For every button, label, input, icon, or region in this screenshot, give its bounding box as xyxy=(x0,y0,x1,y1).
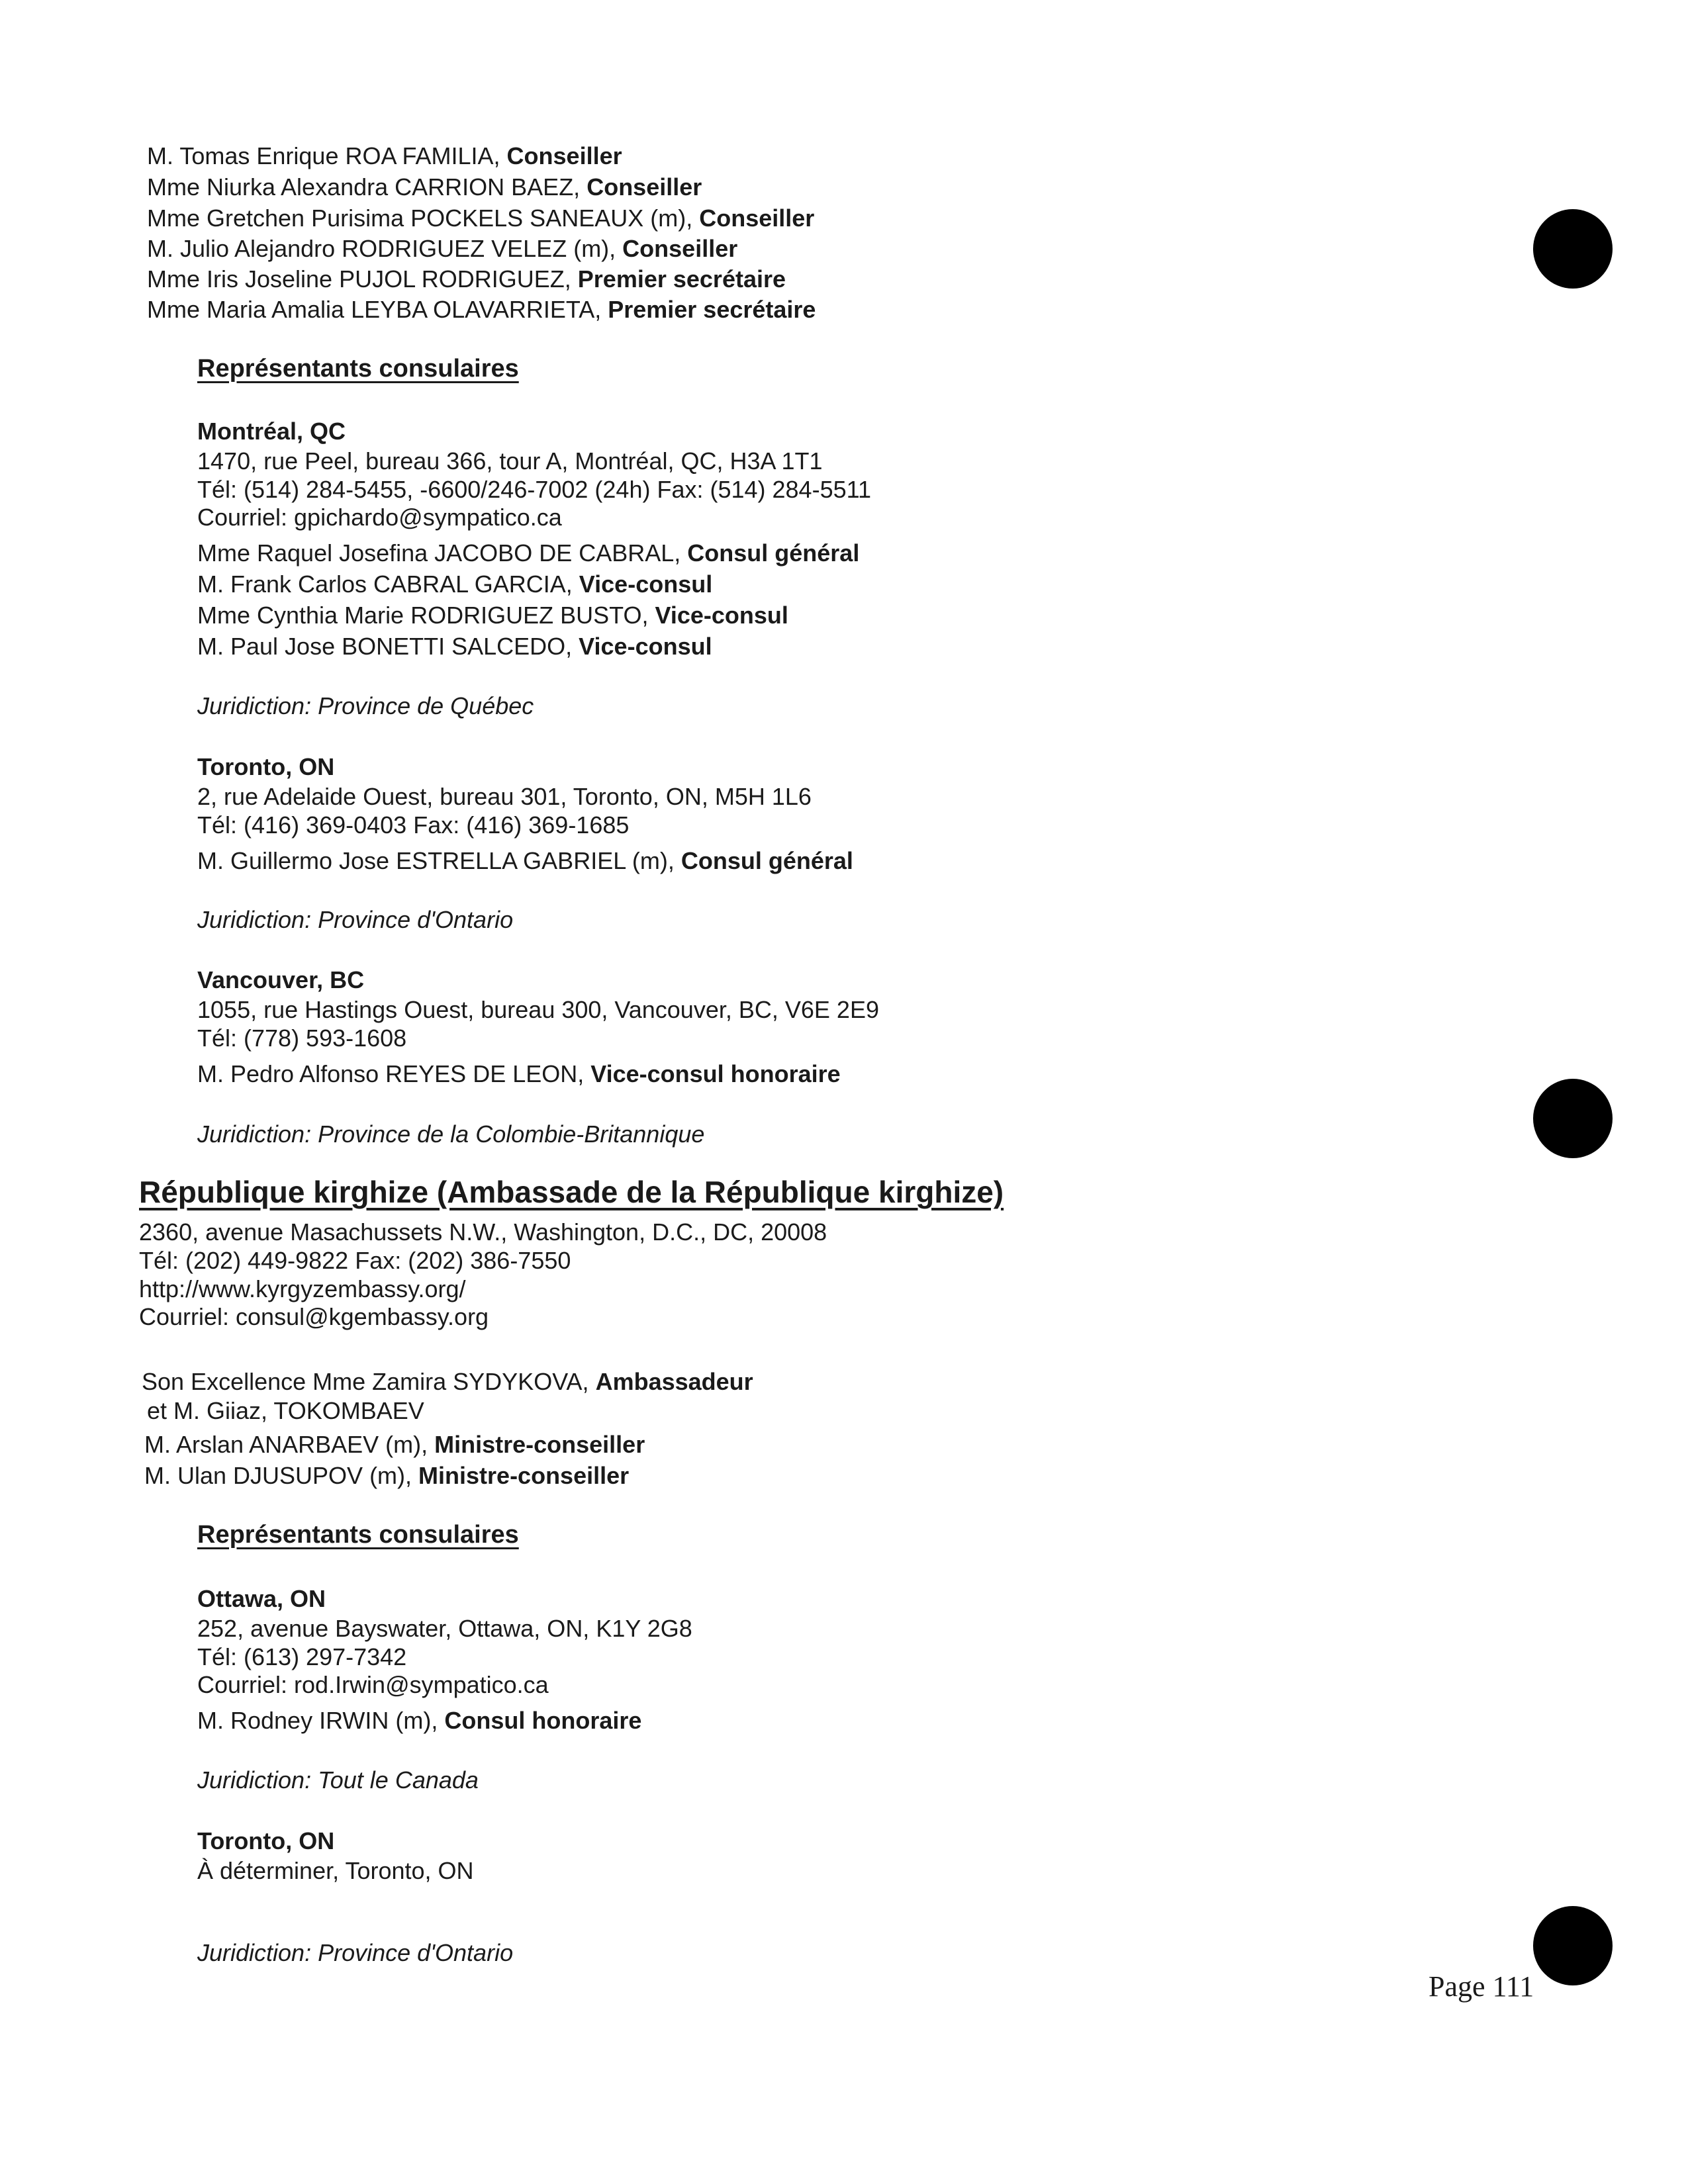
email: Courriel: rod.Irwin@sympatico.ca xyxy=(197,1671,549,1698)
ambassador-line: Son Excellence Mme Zamira SYDYKOVA, Ambassadeur xyxy=(142,1368,753,1395)
website-link[interactable]: http://www.kyrgyzembassy.org/ xyxy=(139,1275,466,1302)
country-heading: République kirghize (Ambassade de la République kirghize) xyxy=(139,1175,1004,1209)
jurisdiction: Juridiction: Province de Québec xyxy=(197,692,534,719)
punch-hole xyxy=(1533,209,1613,289)
consular-heading: Représentants consulaires xyxy=(197,1521,519,1549)
staff-line: M. Frank Carlos CABRAL GARCIA, Vice-consul xyxy=(197,570,713,598)
email: Courriel: consul@kgembassy.org xyxy=(139,1303,489,1330)
staff-line: M. Ulan DJUSUPOV (m), Ministre-conseiller xyxy=(144,1462,630,1489)
city-heading: Montréal, QC xyxy=(197,418,346,445)
staff-line: Mme Iris Joseline PUJOL RODRIGUEZ, Premier secrétaire xyxy=(147,265,786,293)
phone: Tél: (613) 297-7342 xyxy=(197,1643,407,1670)
jurisdiction: Juridiction: Province d'Ontario xyxy=(197,1939,514,1966)
jurisdiction: Juridiction: Province de la Colombie-Britannique xyxy=(197,1120,705,1148)
staff-line: M. Pedro Alfonso REYES DE LEON, Vice-consul honoraire xyxy=(197,1060,841,1087)
phone: Tél: (514) 284-5455, -6600/246-7002 (24h) Fax: (514) 284-5511 xyxy=(197,476,871,503)
address: 1470, rue Peel, bureau 366, tour A, Montréal, QC, H3A 1T1 xyxy=(197,447,823,475)
address: À déterminer, Toronto, ON xyxy=(197,1857,474,1884)
phone: Tél: (202) 449-9822 Fax: (202) 386-7550 xyxy=(139,1247,571,1274)
staff-line: M. Guillermo Jose ESTRELLA GABRIEL (m), Consul général xyxy=(197,847,853,874)
phone: Tél: (778) 593-1608 xyxy=(197,1024,407,1052)
punch-hole xyxy=(1533,1906,1613,1985)
staff-line: Mme Gretchen Purisima POCKELS SANEAUX (m), Conseiller xyxy=(147,205,815,232)
address: 2, rue Adelaide Ouest, bureau 301, Toronto, ON, M5H 1L6 xyxy=(197,783,812,810)
staff-line: Mme Cynthia Marie RODRIGUEZ BUSTO, Vice-consul xyxy=(197,602,788,629)
city-heading: Toronto, ON xyxy=(197,1827,335,1854)
staff-line: Mme Raquel Josefina JACOBO DE CABRAL, Consul général xyxy=(197,539,860,567)
staff-line: Mme Maria Amalia LEYBA OLAVARRIETA, Premier secrétaire xyxy=(147,296,816,323)
consular-heading: Représentants consulaires xyxy=(197,355,519,383)
staff-line: M. Rodney IRWIN (m), Consul honoraire xyxy=(197,1707,642,1734)
address: 2360, avenue Masachussets N.W., Washington, D.C., DC, 20008 xyxy=(139,1218,827,1246)
jurisdiction: Juridiction: Province d'Ontario xyxy=(197,906,514,933)
spouse-line: et M. Giiaz, TOKOMBAEV xyxy=(147,1397,424,1424)
email: Courriel: gpichardo@sympatico.ca xyxy=(197,504,562,531)
punch-hole xyxy=(1533,1079,1613,1158)
phone: Tél: (416) 369-0403 Fax: (416) 369-1685 xyxy=(197,811,630,839)
page-number: Page 111 xyxy=(1429,1970,1534,2003)
staff-line: Mme Niurka Alexandra CARRION BAEZ, Conseiller xyxy=(147,173,702,201)
staff-line: M. Tomas Enrique ROA FAMILIA, Conseiller xyxy=(147,142,622,169)
city-heading: Ottawa, ON xyxy=(197,1585,326,1612)
city-heading: Toronto, ON xyxy=(197,753,335,780)
staff-line: M. Paul Jose BONETTI SALCEDO, Vice-consul xyxy=(197,633,712,660)
city-heading: Vancouver, BC xyxy=(197,966,365,993)
staff-line: M. Julio Alejandro RODRIGUEZ VELEZ (m), Conseiller xyxy=(147,235,738,262)
address: 1055, rue Hastings Ouest, bureau 300, Vancouver, BC, V6E 2E9 xyxy=(197,996,879,1023)
jurisdiction: Juridiction: Tout le Canada xyxy=(197,1766,479,1794)
address: 252, avenue Bayswater, Ottawa, ON, K1Y 2G8 xyxy=(197,1615,692,1642)
staff-line: M. Arslan ANARBAEV (m), Ministre-conseiller xyxy=(144,1431,645,1458)
